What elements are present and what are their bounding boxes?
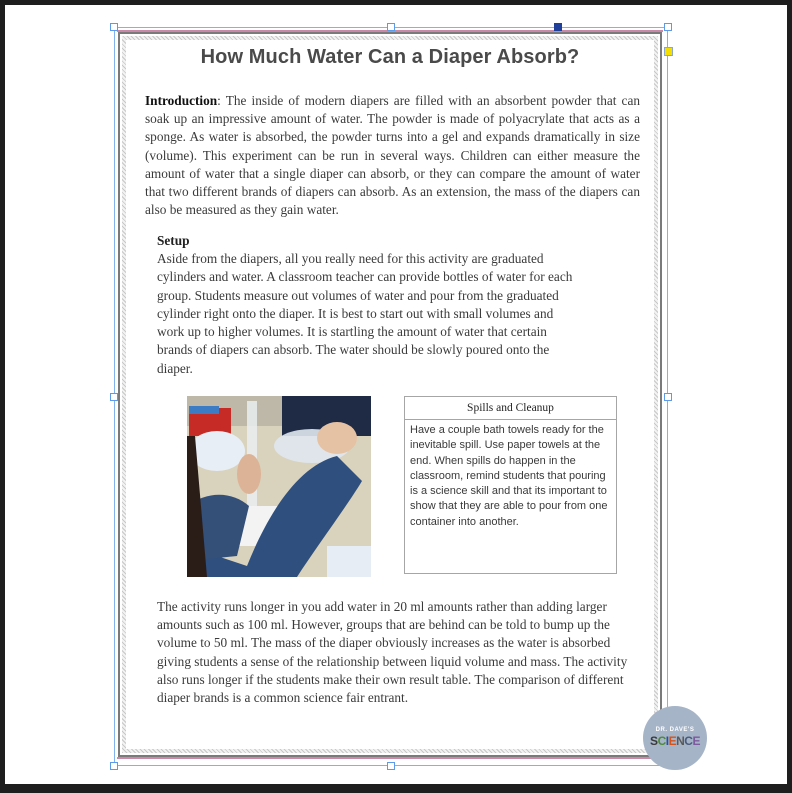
- spills-cleanup-sidebar: [404, 396, 617, 574]
- classroom-photo: [187, 396, 371, 577]
- setup-heading: Setup: [157, 233, 190, 248]
- resize-handle-middle-right[interactable]: [664, 393, 672, 401]
- resize-handle-top-right[interactable]: [664, 23, 672, 31]
- logo-letter: S: [650, 734, 658, 748]
- resize-handle-bottom-center[interactable]: [387, 762, 395, 770]
- resize-handle-bottom-left[interactable]: [110, 762, 118, 770]
- resize-handle-top-center[interactable]: [387, 23, 395, 31]
- resize-handle-top-left[interactable]: [110, 23, 118, 31]
- logo-letter: E: [692, 734, 700, 748]
- closing-paragraph: The activity runs longer in you add water in 20 ml amounts rather than adding larger amounts such as 100 ml. However, groups that are behind can be told to bump up the volume to 50 ml. The mass of the diaper obviously increases as the water is absorbed giving students a sense of the relationship between liquid volume and mass. The activity also runs longer if the students make their own result table. The comparison of different diaper brands is a common science fair entrant.: [157, 599, 628, 706]
- logo-letter: I: [665, 734, 669, 748]
- setup-paragraph: Aside from the diapers, all you really need for this activity are graduated cylinders and water. A classroom teacher can provide bottles of water for each group. Students measure out volumes of water and pour from the graduated cylinder right onto the diaper. It is best to start out with small volumes and work up to higher volumes. It is startling the amount of water that certain brands of diapers can absorb. The water should be slowly poured onto the diaper.: [157, 251, 573, 376]
- dr-daves-science-logo: [643, 706, 707, 770]
- sidebar-heading: Spills and Cleanup: [405, 397, 616, 420]
- introduction-label: Introduction: [145, 93, 218, 108]
- logo-letter: E: [668, 734, 677, 748]
- introduction-text: : The inside of modern diapers are filled with an absorbent powder that can soak up an impressive amount of water. The powder is made of polyacrylate that acts as a sponge. As water is absorbed, the powder turns into a gel and expands dramatically in size (volume). This experiment can be run in several ways. Children can either measure the amount of water that a single diaper can absorb, or they can compare the amount of water that two different brands of diapers can absorb. As an extension, the mass of the diapers can also be measured as they gain water.: [145, 93, 640, 218]
- introduction-paragraph: [145, 92, 640, 219]
- frame-options-handle[interactable]: [664, 47, 673, 56]
- photo-illustration: [187, 396, 371, 577]
- resize-handle-middle-left[interactable]: [110, 393, 118, 401]
- logo-letter: N: [676, 734, 685, 748]
- logo-science-word: [645, 735, 705, 747]
- logo-top-text: DR. DAVE'S: [655, 727, 695, 733]
- document-title: How Much Water Can a Diaper Absorb?: [200, 46, 580, 68]
- sidebar-text: Have a couple bath towels ready for the inevitable spill. Use paper towels at the end. When spills do happen in the classroom, remind students that pouring is a science skill and that its important to show that they are able to pour from one container into another.: [410, 424, 608, 528]
- logo-letter: C: [684, 734, 693, 748]
- logo-letter: C: [657, 734, 666, 748]
- rotate-handle[interactable]: [554, 23, 562, 31]
